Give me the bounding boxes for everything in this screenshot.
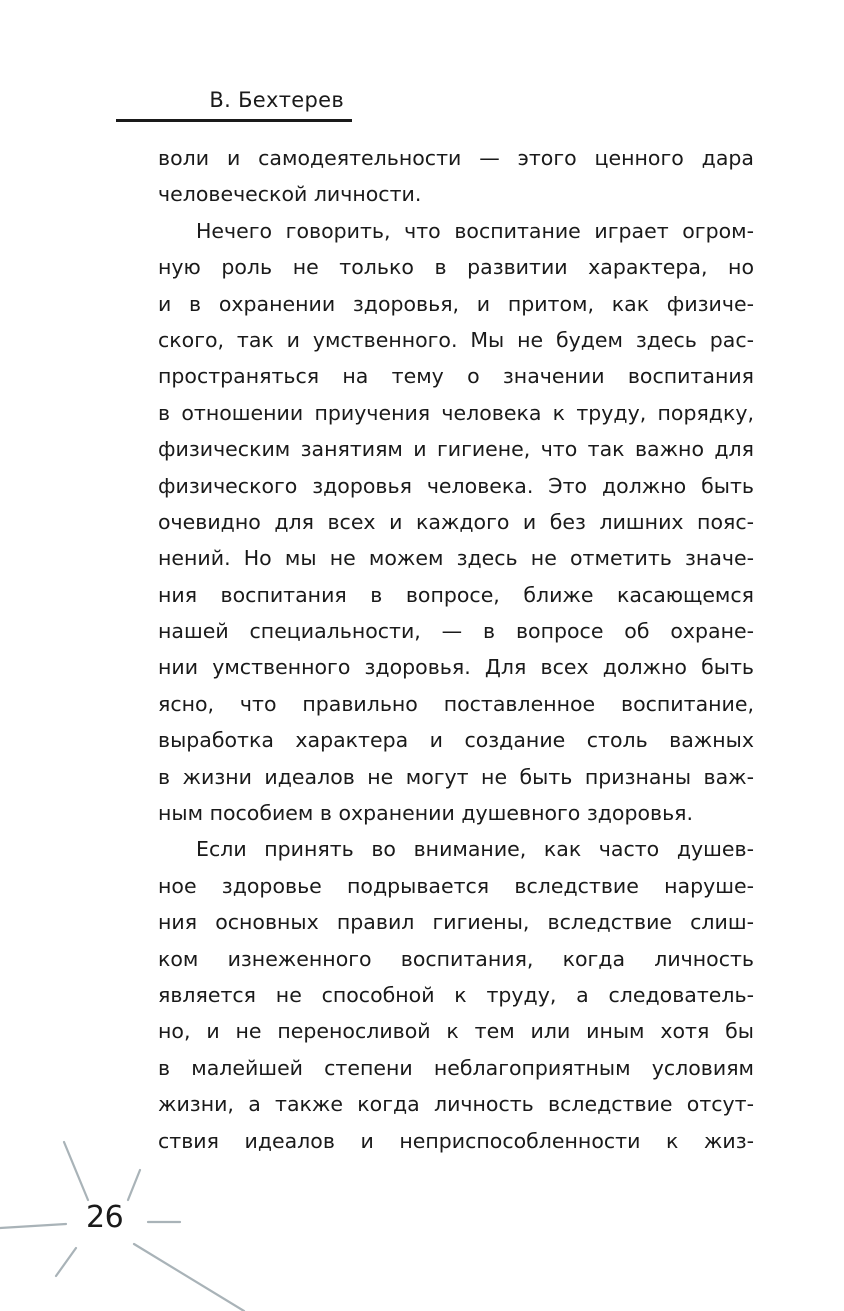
- text-line: пространяться на тему о значении воспитания: [158, 364, 754, 389]
- burst-ray: [64, 1142, 88, 1200]
- text-line: нашей специальности, — в вопросе об охране-: [158, 619, 754, 644]
- text-line: ясно, что правильно поставленное воспитание,: [158, 691, 754, 716]
- text-line: Если принять во внимание, как часто душев-: [196, 837, 754, 862]
- page-number-burst-ornament: [0, 1130, 260, 1311]
- burst-ray: [0, 1224, 66, 1228]
- running-head: [116, 84, 352, 122]
- text-line: Нечего говорить, что воспитание играет огром-: [196, 218, 754, 243]
- text-line: воли и самодеятельности — этого ценного дара: [158, 146, 754, 170]
- text-line: в отношении приучения человека к труду, порядку,: [158, 400, 754, 425]
- running-head-rule: [116, 119, 352, 122]
- text-line: очевидно для всех и каждого и без лишних пояс-: [158, 509, 754, 534]
- burst-ray: [134, 1244, 244, 1311]
- text-line: человеческой личности.: [158, 182, 422, 207]
- text-line: ского, так и умственного. Мы не будем здесь рас-: [158, 327, 754, 352]
- text-line: но, и не переносливой к тем или иным хотя бы: [158, 1019, 754, 1044]
- text-line: является не способной к труду, а следователь-: [158, 982, 754, 1007]
- text-line: и в охранении здоровья, и притом, как физиче-: [158, 291, 754, 316]
- text-line: в малейшей степени неблагоприятным условиям: [158, 1055, 754, 1080]
- burst-ray: [56, 1248, 76, 1276]
- text-line: нений. Но мы не можем здесь не отметить значе-: [158, 546, 754, 571]
- running-head-author: В. Бехтерев: [209, 88, 344, 112]
- text-line: в жизни идеалов не могут не быть признаны важ-: [158, 764, 754, 789]
- text-line: жизни, а также когда личность вследствие отсут-: [158, 1092, 754, 1117]
- text-line: ния основных правил гигиены, вследствие слиш-: [158, 910, 754, 935]
- text-line: ния воспитания в вопросе, ближе касающемся: [158, 582, 754, 607]
- text-line: ным пособием в охранении душевного здоровья.: [158, 801, 694, 826]
- text-line: ную роль не только в развитии характера, но: [158, 255, 754, 280]
- text-line: ствия идеалов и неприспособленности к жиз-: [158, 1128, 754, 1153]
- text-line: физическим занятиям и гигиене, что так важно для: [158, 437, 754, 462]
- page-number: 26: [86, 1200, 124, 1235]
- body-text: [158, 140, 754, 1159]
- text-line: нии умственного здоровья. Для всех должно быть: [158, 655, 754, 680]
- burst-ray: [128, 1170, 140, 1200]
- text-line: выработка характера и создание столь важных: [158, 728, 754, 753]
- text-line: ное здоровье подрывается вследствие наруше-: [158, 873, 754, 898]
- text-line: физического здоровья человека. Это должно быть: [158, 473, 754, 498]
- text-line: ком изнеженного воспитания, когда личность: [158, 946, 754, 971]
